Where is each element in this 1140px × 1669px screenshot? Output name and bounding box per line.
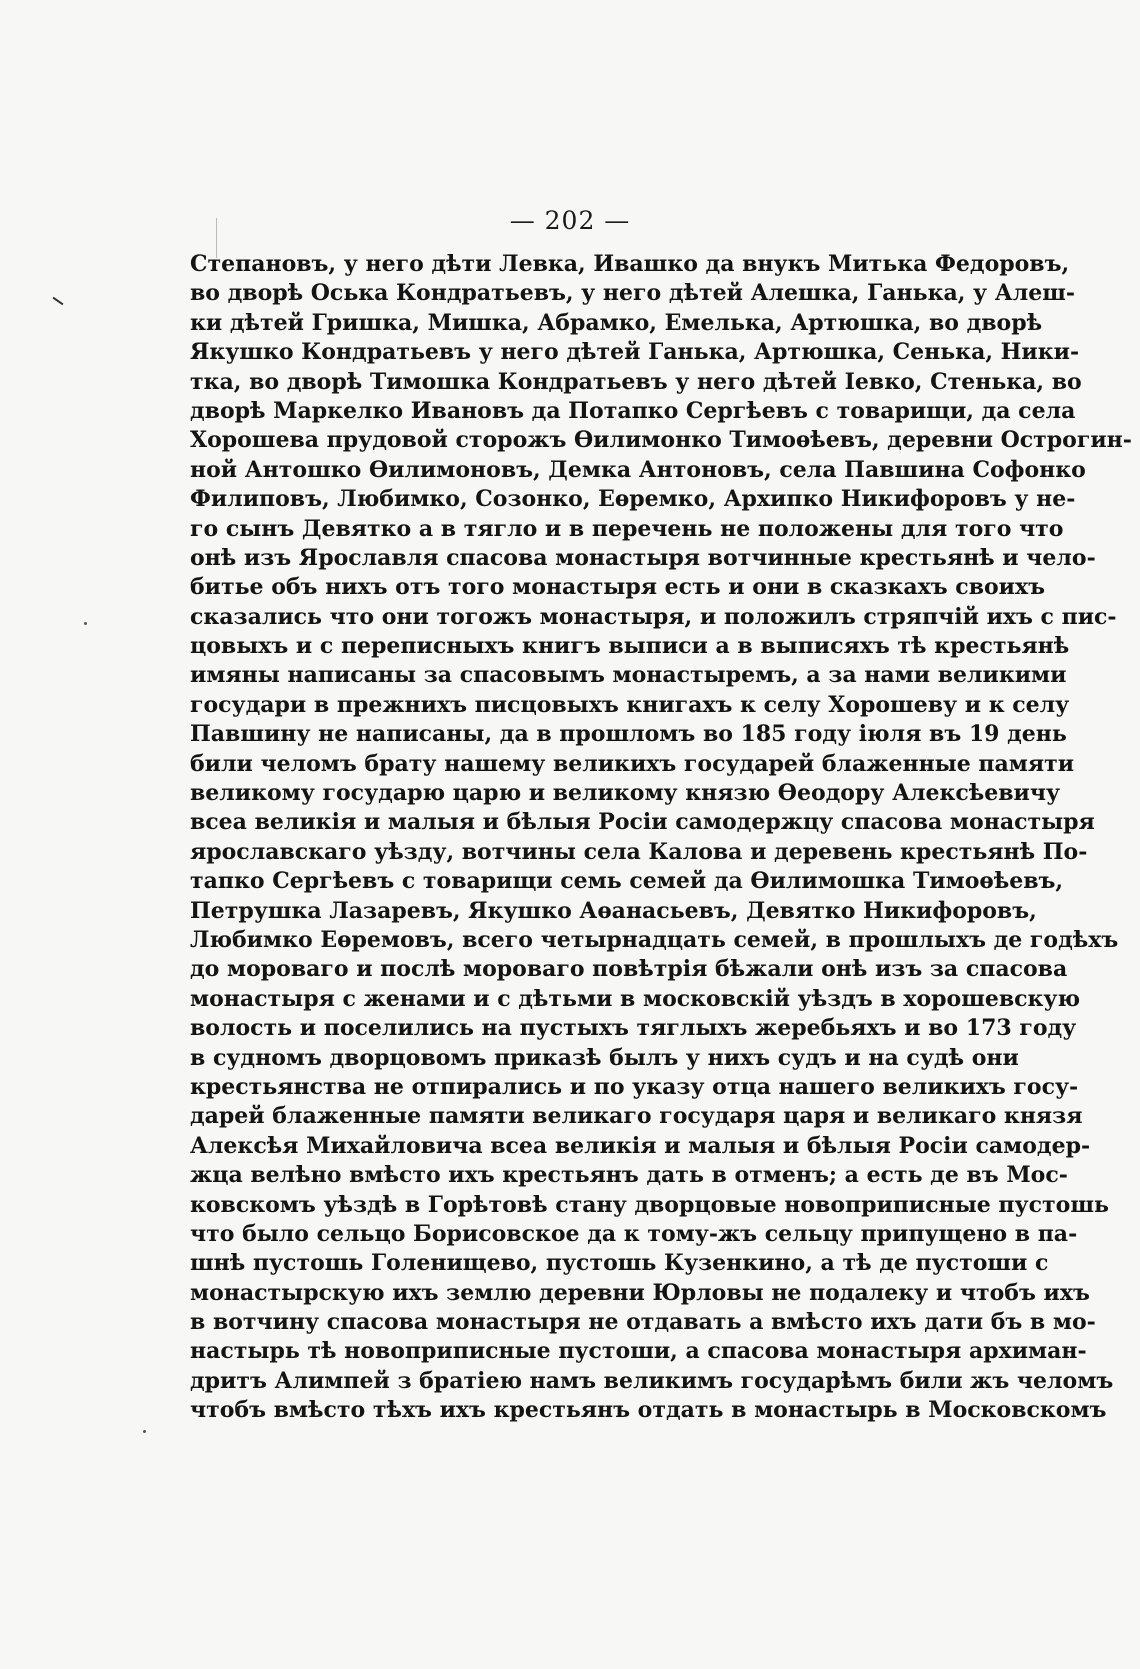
text-line: ки дѣтей Гришка, Мишка, Абрамко, Емелька, Артюшка, во дворѣ	[190, 309, 1043, 336]
text-line: монастыря с женами и с дѣтьми в московскій уѣздъ в хорошевскую	[190, 985, 1081, 1012]
text-line: Любимко Еѳремовъ, всего четырнадцать семей, в прошлыхъ де годѣхъ	[190, 926, 1119, 953]
text-line: в судномъ дворцовомъ приказѣ былъ у нихъ судъ и на судѣ они	[190, 1044, 1019, 1071]
text-line: всеа великія и малыя и бѣлыя Росіи самодержцу спасова монастыря	[190, 809, 1095, 836]
text-line: ярославскаго уѣзду, вотчины села Калова и деревень крестьянѣ По-	[190, 838, 1088, 865]
text-line: сказались что они тогожъ монастыря, и положилъ стряпчій ихъ с пис-	[190, 603, 1117, 630]
text-line: онѣ изъ Ярославля спасова монастыря вотчинные крестьянѣ и чело-	[190, 544, 1096, 571]
text-line: ной Антошко Ѳилимоновъ, Демка Антоновъ, села Павшина Софонко	[190, 456, 1086, 483]
text-line: дворѣ Маркелко Ивановъ да Потапко Сергѣевъ с товарищи, да села	[190, 397, 1076, 424]
text-line: Якушко Кондратьевъ у него дѣтей Ганька, Артюшка, Сенька, Ники-	[190, 339, 1080, 366]
page-number: — 202 —	[509, 206, 631, 235]
scan-speck-mark	[53, 297, 64, 306]
text-line: до мороваго и послѣ мороваго повѣтрія бѣжали онѣ изъ за спасова	[190, 956, 1068, 983]
page-body-text	[190, 250, 1132, 1426]
text-line: ковскомъ уѣздѣ в Горѣтовѣ стану дворцовые новоприписные пустошь	[190, 1191, 1109, 1218]
text-line: во дворѣ Оська Кондратьевъ, у него дѣтей Алешка, Ганька, у Алеш-	[190, 280, 1075, 307]
text-line: жца велѣно вмѣсто ихъ крестьянъ дать в отменъ; а есть де въ Мос-	[190, 1162, 1068, 1189]
text-line: Хорошева прудовой сторожъ Ѳилимонко Тимоѳѣевъ, деревни Острогин-	[190, 427, 1132, 454]
text-line: Павшину не написаны, да в прошломъ во 185 году іюля въ 19 день	[190, 721, 1067, 748]
text-line: Петрушка Лазаревъ, Якушко Аѳанасьевъ, Девятко Никифоровъ,	[190, 897, 1037, 924]
text-line: что было сельцо Борисовское да к тому-жъ сельцу припущено в па-	[190, 1220, 1078, 1247]
text-line: волость и поселились на пустыхъ тяглыхъ жеребьяхъ и во 173 году	[190, 1015, 1077, 1042]
text-line: шнѣ пустошь Голенищево, пустошь Кузенкино, а тѣ де пустоши с	[190, 1250, 1049, 1277]
text-line: битье объ нихъ отъ того монастыря есть и они в сказкахъ своихъ	[190, 574, 1045, 601]
text-line: в вотчину спасова монастыря не отдавать а вмѣсто ихъ дати бъ в мо-	[190, 1309, 1096, 1336]
text-line: цовыхъ и с переписныхъ книгъ выписи а в выписяхъ тѣ крестьянѣ	[190, 633, 1070, 660]
text-line: Алексѣя Михайловича всеа великія и малыя и бѣлыя Росіи самодер-	[190, 1132, 1091, 1159]
text-line: чтобъ вмѣсто тѣхъ ихъ крестьянъ отдать в монастырь в Московскомъ	[190, 1397, 1107, 1424]
text-line: настырь тѣ новоприписные пустоши, а спасова монастыря архиман-	[190, 1338, 1087, 1365]
text-line: тка, во дворѣ Тимошка Кондратьевъ у него дѣтей Іевко, Стенька, во	[190, 368, 1082, 395]
text-line: имяны написаны за спасовымъ монастыремъ, а за нами великими	[190, 662, 1067, 689]
text-line: Степановъ, у него дѣти Левка, Ивашко да внукъ Митька Федоровъ,	[190, 251, 1070, 277]
text-line: государи в прежнихъ писцовыхъ книгахъ к селу Хорошеву и к селу	[190, 691, 1070, 718]
scan-speck	[143, 1430, 146, 1433]
text-line: били челомъ брату нашему великихъ государей блаженные памяти	[190, 750, 1075, 777]
scan-speck	[84, 622, 87, 625]
text-line: великому государю царю и великому князю Ѳеодору Алексѣевичу	[190, 780, 1061, 807]
text-line: Филиповъ, Любимко, Созонко, Еѳремко, Архипко Никифоровъ у не-	[190, 486, 1076, 513]
text-line: дритъ Алимпей з братіею намъ великимъ государѣмъ били жъ челомъ	[190, 1367, 1114, 1394]
text-line: тапко Сергѣевъ с товарищи семь семей да Ѳилимошка Тимоѳѣевъ,	[190, 868, 1064, 895]
text-line: монастырскую ихъ землю деревни Юрловы не подалеку и чтобъ ихъ	[190, 1279, 1090, 1306]
text-line: дарей блаженные памяти великаго государя царя и великаго князя	[190, 1103, 1083, 1130]
text-line: крестьянства не отпирались и по указу отца нашего великихъ госу-	[190, 1073, 1079, 1100]
text-line: го сынъ Девятко а в тягло и в перечень не положены для того что	[190, 515, 1064, 542]
